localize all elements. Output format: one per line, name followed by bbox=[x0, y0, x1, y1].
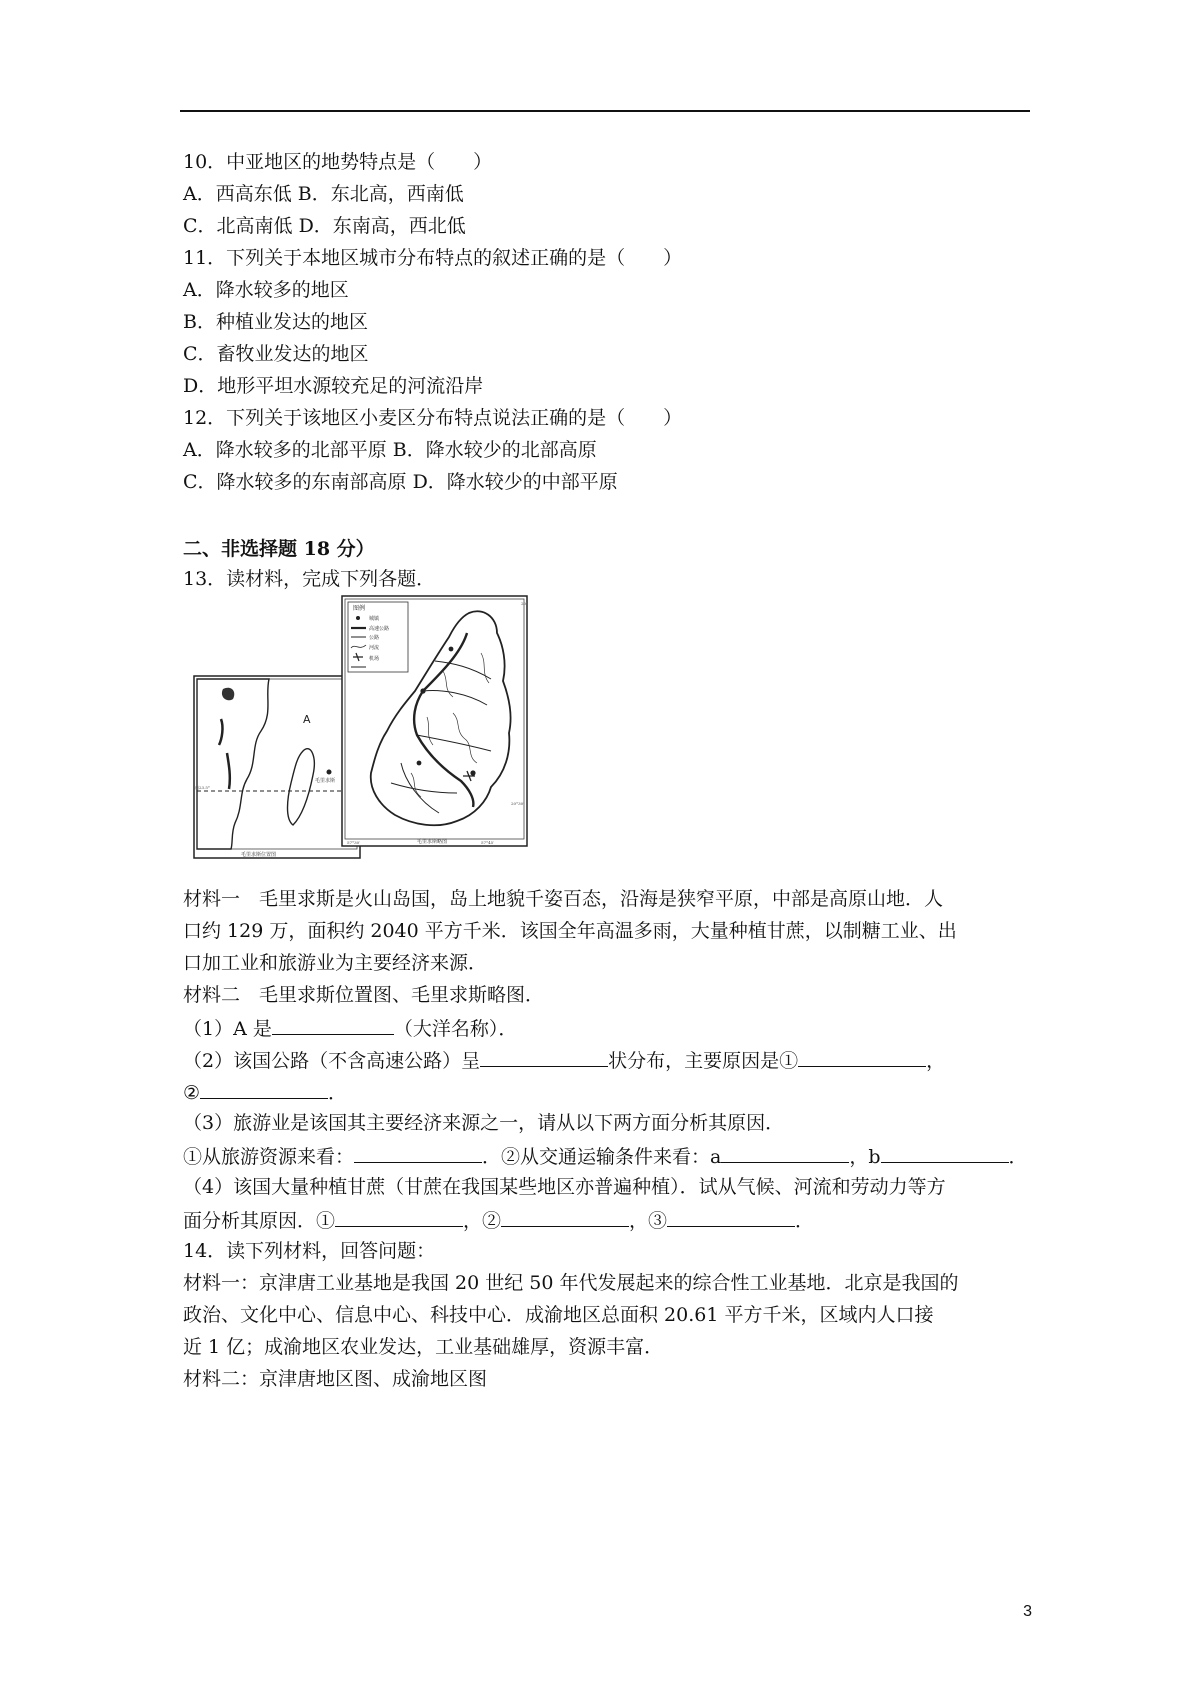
header-rule bbox=[180, 110, 1030, 112]
q11-option-a: A．降水较多的地区 bbox=[183, 279, 349, 301]
answer-blank-sugarcane-3[interactable] bbox=[667, 1206, 795, 1227]
ocean-label-a: A bbox=[303, 713, 311, 726]
answer-blank-transport-a[interactable] bbox=[721, 1142, 849, 1163]
material1-line1: 材料一 毛里求斯是火山岛国，岛上地貌千姿百态，沿海是狭窄平原，中部是高原山地．人 bbox=[183, 888, 944, 910]
q11-option-b: B．种植业发达的地区 bbox=[183, 311, 368, 333]
answer-blank-transport-b[interactable] bbox=[881, 1142, 1009, 1163]
q13-part2-cont: ② ． bbox=[183, 1078, 347, 1106]
q13-part2: （2）该国公路（不含高速公路）呈 状分布，主要原因是① ， bbox=[183, 1046, 945, 1074]
q10-stem: 10．中亚地区的地势特点是（ ） bbox=[183, 151, 493, 173]
legend-title: 图例 bbox=[353, 605, 366, 612]
answer-blank-reason2[interactable] bbox=[200, 1078, 328, 1099]
q11-option-c: C．畜牧业发达的地区 bbox=[183, 343, 369, 365]
q13-part4-answers: 面分析其原因．① ，② ，③ ． bbox=[183, 1206, 814, 1234]
answer-blank-reason1[interactable] bbox=[798, 1046, 926, 1067]
svg-text:南23.5°: 南23.5° bbox=[195, 785, 210, 790]
q12-stem: 12．下列关于该地区小麦区分布特点说法正确的是（ ） bbox=[183, 407, 683, 429]
mauritius-maps-figure bbox=[191, 593, 587, 862]
svg-text:20°: 20° bbox=[521, 601, 529, 606]
q13-part3-stem: （3）旅游业是该国其主要经济来源之一，请从以下两方面分析其原因． bbox=[183, 1112, 785, 1134]
q14-material1-line3: 近 1 亿；成渝地区农业发达，工业基础雄厚，资源丰富． bbox=[183, 1336, 664, 1358]
legend-item-town: 城镇 bbox=[369, 616, 380, 622]
section-title: 二、非选择题 18 分） bbox=[183, 538, 375, 560]
q10-options-ab: A．西高东低 B．东北高，西南低 bbox=[183, 183, 464, 205]
q11-option-d: D．地形平坦水源较充足的河流沿岸 bbox=[183, 375, 484, 397]
svg-text:57°30′: 57°30′ bbox=[347, 840, 361, 845]
answer-blank-distribution[interactable] bbox=[480, 1046, 608, 1067]
answer-blank-ocean[interactable] bbox=[272, 1014, 394, 1035]
q12-options-ab: A．降水较多的北部平原 B．降水较少的北部高原 bbox=[183, 439, 597, 461]
material2-line: 材料二 毛里求斯位置图、毛里求斯略图． bbox=[183, 984, 545, 1006]
q13-part1: （1）A 是 （大洋名称）． bbox=[183, 1014, 517, 1042]
legend-item-airport: 机场 bbox=[369, 656, 380, 662]
sketch-map-caption: 毛里求斯略图 bbox=[417, 839, 448, 845]
q13-part3-answers: ①从旅游资源来看： ．②从交通运输条件来看：a ，b ． bbox=[183, 1142, 1028, 1170]
svg-text:57°45′: 57°45′ bbox=[481, 840, 495, 845]
mauritius-mark-label: 毛里求斯 bbox=[315, 778, 336, 784]
maps-svg bbox=[191, 593, 587, 862]
legend-item-expressway: 高速公路 bbox=[369, 626, 390, 632]
page-number: 3 bbox=[1023, 1603, 1032, 1620]
q13-stem: 13．读材料，完成下列各题． bbox=[183, 568, 436, 590]
answer-blank-tourism-resources[interactable] bbox=[354, 1142, 482, 1163]
material1-line3: 口加工业和旅游业为主要经济来源． bbox=[183, 952, 488, 974]
q14-stem: 14．读下列材料，回答问题： bbox=[183, 1240, 436, 1262]
q14-material2: 材料二：京津唐地区图、成渝地区图 bbox=[183, 1368, 488, 1390]
material1-line2: 口约 129 万，面积约 2040 平方千米．该国全年高温多雨，大量种植甘蔗，以制糖工业、出 bbox=[183, 920, 957, 942]
q14-material1-line2: 政治、文化中心、信息中心、科技中心．成渝地区总面积 20.61 平方千米，区域内人口接 bbox=[183, 1304, 934, 1326]
sketch-map bbox=[342, 596, 528, 846]
q10-options-cd: C．北高南低 D．东南高，西北低 bbox=[183, 215, 466, 237]
answer-blank-sugarcane-1[interactable] bbox=[335, 1206, 463, 1227]
q12-options-cd: C．降水较多的东南部高原 D．降水较少的中部平原 bbox=[183, 471, 618, 493]
q13-part4-stem: （4）该国大量种植甘蔗（甘蔗在我国某些地区亦普遍种植）．试从气候、河流和劳动力等方 bbox=[183, 1176, 946, 1198]
q14-material1-line1: 材料一：京津唐工业基地是我国 20 世纪 50 年代发展起来的综合性工业基地．北京是我国的 bbox=[183, 1272, 959, 1294]
location-map bbox=[194, 676, 360, 858]
q11-stem: 11．下列关于本地区城市分布特点的叙述正确的是（ ） bbox=[183, 247, 683, 269]
location-map-caption: 毛里求斯位置图 bbox=[241, 852, 277, 858]
legend-item-river: 河流 bbox=[369, 645, 380, 651]
legend-item-road: 公路 bbox=[369, 635, 380, 641]
svg-text:20°30′: 20°30′ bbox=[511, 801, 525, 806]
answer-blank-sugarcane-2[interactable] bbox=[501, 1206, 629, 1227]
